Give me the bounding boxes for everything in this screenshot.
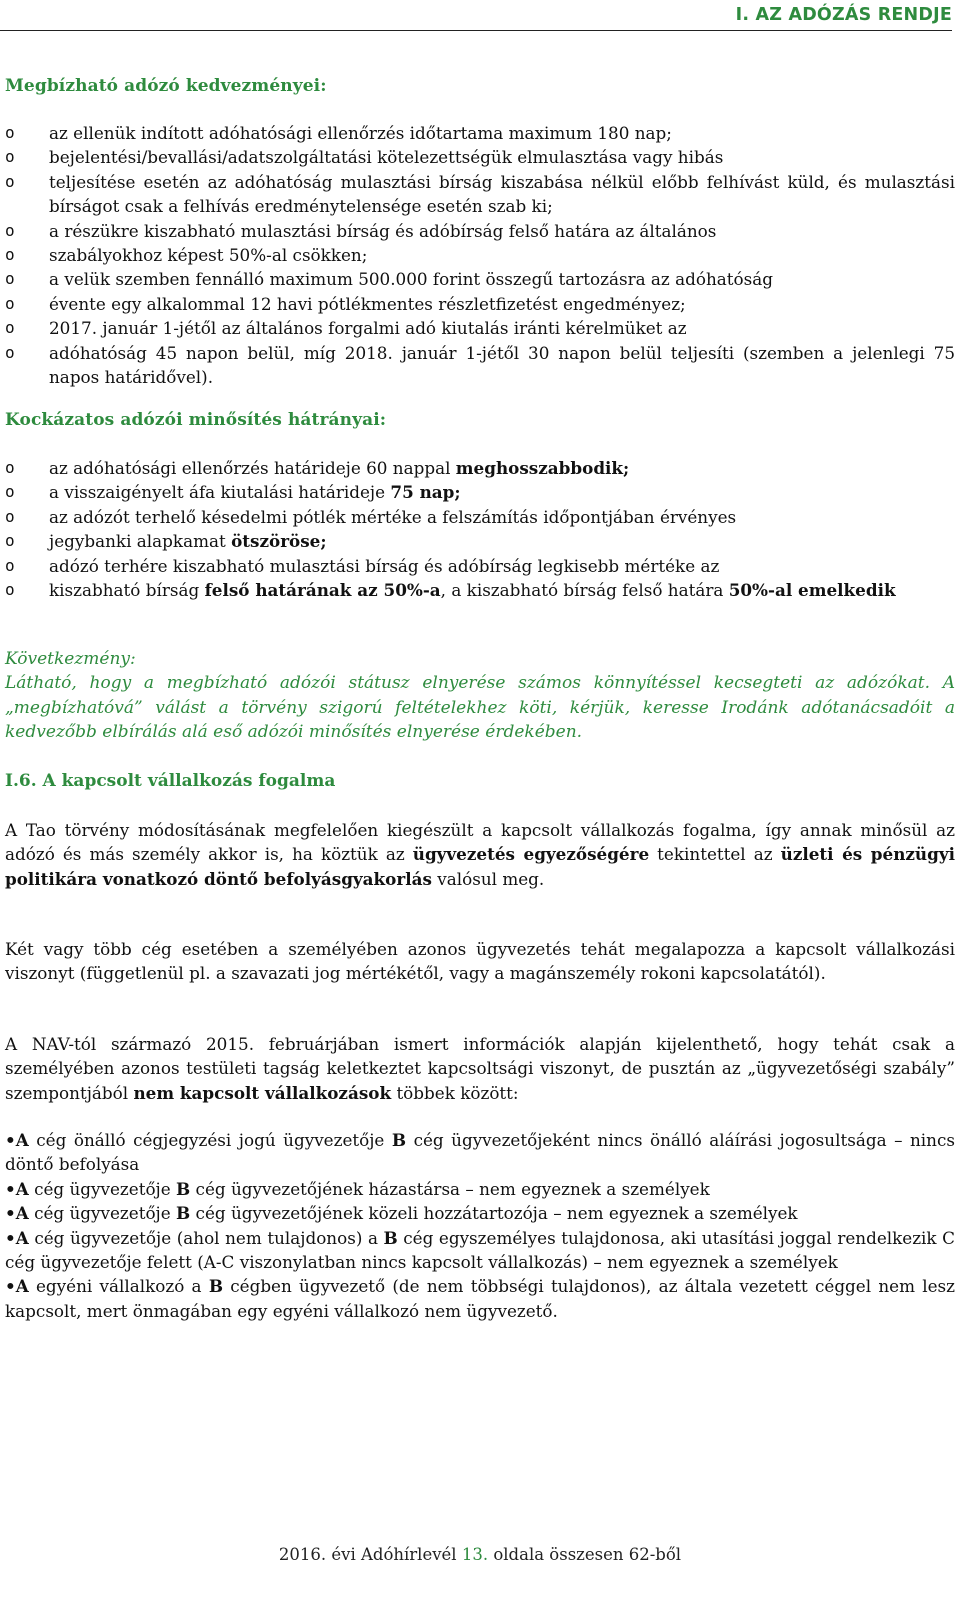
list-item: o az adóhatósági ellenőrzés határideje 60 nappal meghosszabbodik; bbox=[5, 456, 955, 480]
list-item: o bejelentési/bevallási/adatszolgáltatási kötelezettségük elmulasztása vagy hibás bbox=[5, 145, 955, 169]
example-item: •A cég ügyvezetője B cég ügyvezetőjének közeli hozzátartozója – nem egyeznek a személyek bbox=[5, 1203, 798, 1224]
example-item: •A cég ügyvezetője B cég ügyvezetőjének házastársa – nem egyeznek a személyek bbox=[5, 1178, 710, 1199]
list-item: o jegybanki alapkamat ötszöröse; bbox=[5, 529, 955, 553]
consequence-block bbox=[5, 647, 955, 745]
consequence-heading: Következmény: bbox=[5, 649, 136, 669]
page-number: 13. bbox=[461, 1545, 489, 1564]
list-item: o adózó terhére kiszabható mulasztási bírság és adóbírság legkisebb mértéke az bbox=[5, 554, 955, 578]
list-item: o kiszabható bírság felső határának az 50%-a, a kiszabható bírság felső határa 50%-al emelkedik bbox=[5, 578, 955, 602]
list-item: o szabályokhoz képest 50%-al csökken; bbox=[5, 243, 955, 267]
page-header bbox=[0, 0, 952, 31]
paragraph-nav: A NAV-tól származó 2015. februárjában ismert információk alapján kijelenthető, hogy tehát csak a személyében azonos testületi tagság keletkeztet kapcsoltsági viszonyt, de pusztán az „ügyvezetőségi szabály” szempontjából nem kapcsolt vállalkozások többek között: bbox=[5, 1034, 955, 1103]
chapter-title: I. AZ ADÓZÁS RENDJE bbox=[735, 5, 952, 25]
page-footer: 2016. évi Adóhírlevél 13. oldala összesen 62-ből bbox=[278, 1545, 682, 1564]
risks-heading: Kockázatos adózói minősítés hátrányai: bbox=[5, 410, 387, 430]
section-title: I.6. A kapcsolt vállalkozás fogalma bbox=[5, 771, 336, 791]
list-item: o adóhatóság 45 napon belül, míg 2018. január 1-jétől 30 napon belül teljesíti (szemben a jelenlegi 75 napos határidővel). bbox=[5, 341, 955, 390]
paragraph-tao: A Tao törvény módosításának megfelelően kiegészült a kapcsolt vállalkozás fogalma, így annak minősül az adózó és más személy akkor is, ha köztük az ügyvezetés egyezőségére tekintettel az üzleti és pénzügyi politikára vonatkozó döntő befolyásgyakorlás valósul meg. bbox=[5, 820, 955, 889]
paragraph-ugyvezetes: Két vagy több cég esetében a személyében azonos ügyvezetés tehát megalapozza a kapcsolt vállalkozási viszonyt (függetlenül pl. a szavazati jog mértékétől, vagy a magánszemély rokoni kapcsolatától). bbox=[5, 939, 955, 984]
consequence-text: Látható, hogy a megbízható adózói státusz elnyerése számos könnyítéssel kecsegteti az adózókat. A „megbízhatóvá” válást a törvény szigorú feltételekhez köti, kérjük, keresse Irodánk adótanácsadóit a kedvezőbb elbírálás alá eső adózói minősítés elnyerése érdekében. bbox=[5, 673, 955, 743]
benefits-heading: Megbízható adózó kedvezményei: bbox=[5, 76, 327, 96]
examples-list bbox=[5, 1128, 955, 1323]
list-item: o a visszaigényelt áfa kiutalási határideje 75 nap; bbox=[5, 480, 955, 504]
risks-list bbox=[5, 456, 955, 602]
list-item: o 2017. január 1-jétől az általános forgalmi adó kiutalás iránti kérelmüket az bbox=[5, 316, 955, 340]
benefits-list bbox=[5, 121, 955, 389]
example-item: •A cég önálló cégjegyzési jogú ügyvezetője B cég ügyvezetőjeként nincs önálló aláírási jogosultsága – nincs döntő befolyása bbox=[5, 1130, 955, 1175]
list-item: o a velük szemben fennálló maximum 500.000 forint összegű tartozásra az adóhatóság bbox=[5, 267, 955, 291]
example-item: •A egyéni vállalkozó a B cégben ügyvezető (de nem többségi tulajdonos), az általa vezetett céggel nem lesz kapcsolt, mert önmagában egy egyéni vállalkozó nem ügyvezető. bbox=[5, 1276, 955, 1321]
list-item: o a részükre kiszabható mulasztási bírság és adóbírság felső határa az általános bbox=[5, 219, 955, 243]
example-item: •A cég ügyvezetője (ahol nem tulajdonos) a B cég egyszemélyes tulajdonosa, aki utasítási joggal rendelkezik C cég ügyvezetője felett (A-C viszonylatban nincs kapcsolt vállalkozás) – nem egyeznek a személyek bbox=[5, 1227, 955, 1273]
list-item: o teljesítése esetén az adóhatóság mulasztási bírság kiszabása nélkül előbb felhívást küld, és mulasztási bírságot csak a felhívás eredménytelensége esetén szab ki; bbox=[5, 170, 955, 219]
list-item: o évente egy alkalommal 12 havi pótlékmentes részletfizetést engedményez; bbox=[5, 292, 955, 316]
list-item: o az adózót terhelő késedelmi pótlék mértéke a felszámítás időpontjában érvényes bbox=[5, 505, 955, 529]
list-item: o az ellenük indított adóhatósági ellenőrzés időtartama maximum 180 nap; bbox=[5, 121, 955, 145]
